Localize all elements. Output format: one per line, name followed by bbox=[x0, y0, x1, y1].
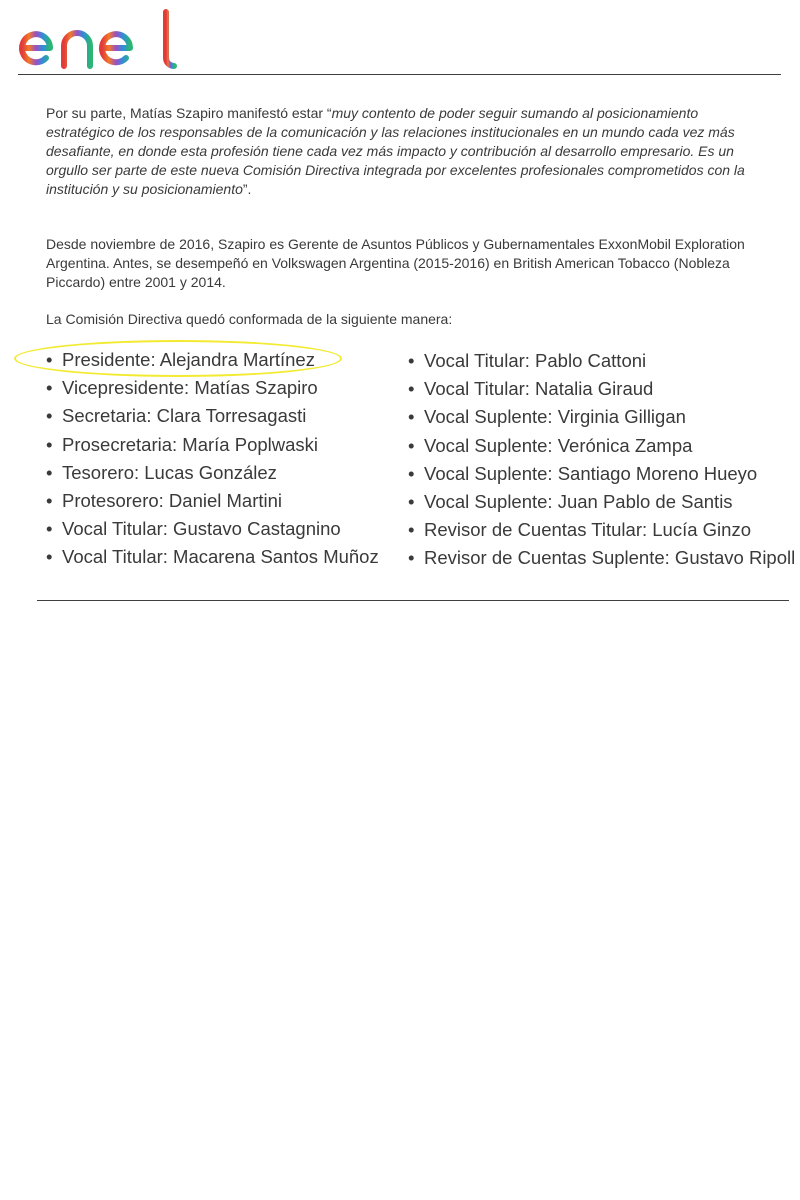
bullet-icon: • bbox=[46, 461, 53, 483]
bullet-icon: • bbox=[46, 349, 53, 370]
bullet-icon: • bbox=[46, 489, 53, 511]
member-text: Vocal Titular: Macarena Santos Muñoz bbox=[62, 546, 379, 568]
quote-end: ”. bbox=[242, 181, 252, 197]
bullet-icon: • bbox=[46, 405, 53, 427]
member-item bbox=[46, 543, 379, 571]
bullet-icon: • bbox=[46, 377, 53, 399]
member-text: Presidente: Alejandra Martínez bbox=[62, 349, 315, 370]
member-text: Secretaria: Clara Torresagasti bbox=[62, 405, 307, 427]
member-item bbox=[46, 346, 379, 374]
bio-paragraph: Desde noviembre de 2016, Szapiro es Gerente de Asuntos Públicos y Gubernamentales ExxonMobil Exploration Argentina. Antes, se desempeñó en Volkswagen Argentina (2015-2016) en British American Tobacco (Nobleza Piccardo) entre 2001 y 2014. bbox=[46, 236, 745, 290]
bullet-icon: • bbox=[408, 490, 415, 512]
bullet-icon: • bbox=[408, 350, 415, 371]
bullet-icon: • bbox=[46, 546, 53, 568]
member-text: Revisor de Cuentas Titular: Lucía Ginzo bbox=[424, 519, 751, 541]
member-text: Vocal Suplente: Juan Pablo de Santis bbox=[424, 490, 733, 512]
member-item bbox=[408, 544, 795, 572]
quote-text: muy contento de poder seguir sumando al posicionamiento estratégico de los responsables de la comunicación y las relaciones institucionales en un mundo cada vez más desafiante, en donde esta profesión tiene cada vez más impacto y contribución al desarrollo empresario. Es un orgullo ser parte de este nueva Comisión Directiva integrada por excelentes profesionales comprometidos con la institución y su posicionamiento bbox=[46, 105, 745, 197]
bullet-icon: • bbox=[408, 547, 415, 569]
top-divider bbox=[18, 74, 781, 75]
member-text: Vocal Titular: Gustavo Castagnino bbox=[62, 518, 341, 540]
members-list-left bbox=[46, 346, 379, 572]
member-text: Revisor de Cuentas Suplente: Gustavo Ripoll bbox=[424, 547, 796, 569]
member-text: Vocal Suplente: Verónica Zampa bbox=[424, 434, 693, 456]
member-item bbox=[46, 459, 379, 487]
member-item bbox=[408, 403, 795, 431]
member-item bbox=[408, 375, 795, 403]
member-item bbox=[408, 516, 795, 544]
member-text: Prosecretaria: María Poplwaski bbox=[62, 433, 319, 455]
bullet-icon: • bbox=[46, 518, 53, 540]
member-item bbox=[408, 460, 795, 488]
member-text: Tesorero: Lucas González bbox=[62, 461, 277, 483]
bullet-icon: • bbox=[46, 433, 53, 455]
enel-logo bbox=[16, 8, 180, 70]
quote-intro: Por su parte, Matías Szapiro manifestó estar “ bbox=[46, 105, 332, 121]
member-text: Vocal Titular: Natalia Giraud bbox=[424, 378, 654, 400]
members-list-right bbox=[408, 347, 795, 573]
member-item bbox=[408, 432, 795, 460]
list-intro: La Comisión Directiva quedó conformada de la siguiente manera: bbox=[46, 311, 453, 327]
member-text: Vicepresidente: Matías Szapiro bbox=[62, 377, 318, 399]
member-item bbox=[46, 402, 379, 430]
quote-paragraph bbox=[46, 104, 746, 199]
bullet-icon: • bbox=[408, 406, 415, 428]
member-text: Vocal Suplente: Virginia Gilligan bbox=[424, 406, 686, 428]
bullet-icon: • bbox=[408, 519, 415, 541]
member-text: Protesorero: Daniel Martini bbox=[62, 489, 283, 511]
bullet-icon: • bbox=[408, 434, 415, 456]
member-item bbox=[46, 431, 379, 459]
member-item bbox=[408, 488, 795, 516]
bottom-divider bbox=[37, 600, 789, 601]
bullet-icon: • bbox=[408, 462, 415, 484]
member-item bbox=[46, 487, 379, 515]
bullet-icon: • bbox=[408, 378, 415, 400]
member-text: Vocal Suplente: Santiago Moreno Hueyo bbox=[424, 462, 758, 484]
member-item bbox=[46, 374, 379, 402]
member-item bbox=[46, 515, 379, 543]
member-text: Vocal Titular: Pablo Cattoni bbox=[424, 350, 647, 371]
member-item bbox=[408, 347, 795, 375]
